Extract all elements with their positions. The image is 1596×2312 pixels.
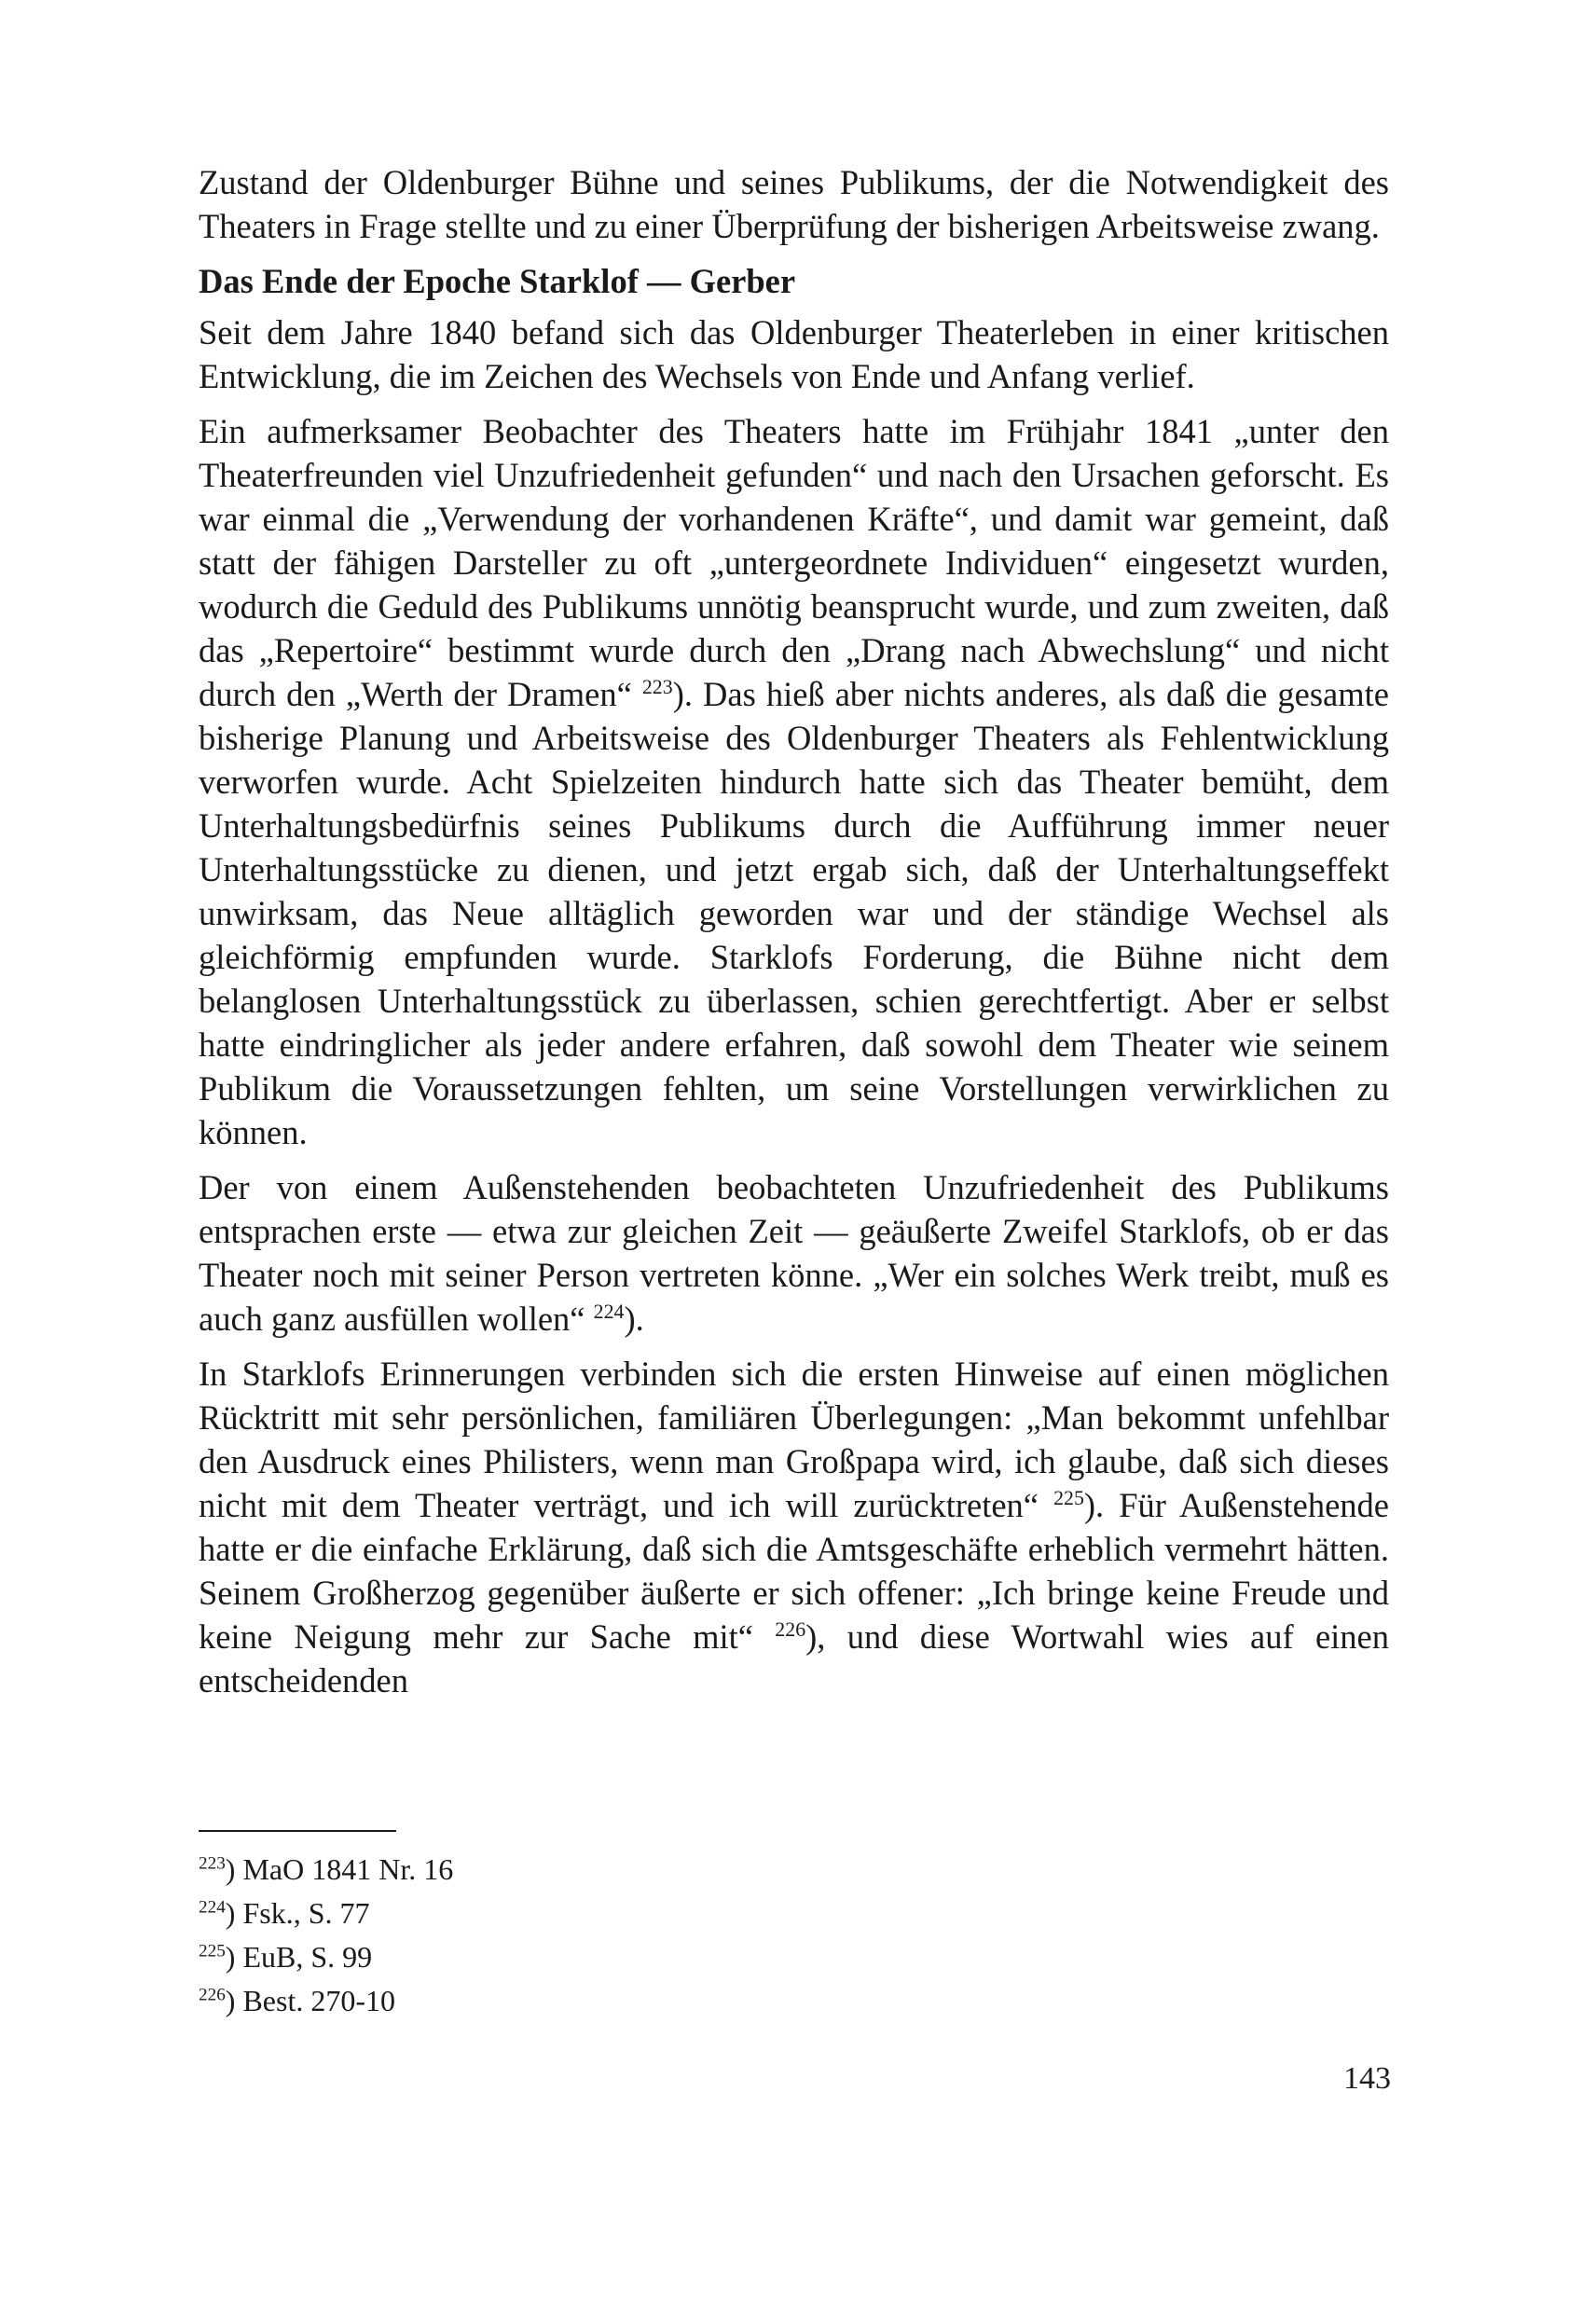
footnote-number: 224 (199, 1897, 226, 1918)
footnote-number: 225 (199, 1941, 226, 1961)
footnote-ref-224[interactable]: 224 (593, 1299, 625, 1323)
paragraph-2 (199, 409, 1389, 1154)
paragraph-4 (199, 1352, 1389, 1702)
paragraph-1: Seit dem Jahre 1840 befand sich das Oldenburger Theaterleben in einer kritischen Entwicklung, die im Zeichen des Wechsels von Ende und Anfang verlief. (199, 313, 1389, 395)
footnote-ref-225[interactable]: 225 (1053, 1485, 1084, 1509)
footnote-ref-226[interactable]: 226 (775, 1617, 806, 1641)
footnote-number: 223 (199, 1853, 226, 1874)
footnote-223 (199, 1848, 1038, 1892)
paragraph-3-text-b: ). (624, 1300, 644, 1338)
footnote-text: ) MaO 1841 Nr. 16 (225, 1852, 454, 1886)
footnote-text: ) Fsk., S. 77 (225, 1896, 370, 1930)
footnotes (199, 1848, 1038, 2023)
footnote-text: ) EuB, S. 99 (225, 1940, 373, 1974)
paragraph-3-text-a: Der von einem Außenstehenden beobachteten Unzufriedenheit des Publikums entsprachen erste — etwa zur gleichen Zeit — geäußerte Zweifel Starklofs, ob er das Theater noch mit seiner Person vertreten könne. „Wer ein solches Werk treibt, muß es auch ganz ausfüllen wollen“ (199, 1168, 1389, 1338)
page-body (199, 160, 1389, 1713)
paragraph-2-text-a: Ein aufmerksamer Beobachter des Theaters hatte im Frühjahr 1841 „unter den Theaterfreunden viel Unzufriedenheit gefunden“ und nach den Ursachen geforscht. Es war einmal die „Verwendung der vorhandenen Kräfte“, und damit war gemeint, daß statt der fähigen Darsteller zu oft „untergeordnete Individuen“ eingesetzt wurden, wodurch die Geduld des Publikums unnötig beansprucht wurde, und zum zweiten, daß das „Repertoire“ bestimmt wurde durch den „Drang nach Abwechslung“ und nicht durch den „Werth der Dramen“ (199, 412, 1389, 713)
paragraph-intro: Zustand der Oldenburger Bühne und seines Publikums, der die Notwendigkeit des Theaters in Frage stellte und zu einer Überprüfung der bisherigen Arbeitsweise zwang. (199, 163, 1389, 245)
footnote-225 (199, 1935, 1038, 1979)
section-heading: Das Ende der Epoche Starklof — Gerber (199, 262, 796, 300)
footnote-224 (199, 1892, 1038, 1935)
paragraph-4-text-b: ). Für Außenstehende hatte er die einfache Erklärung, daß sich die Amtsgeschäfte erheblich vermehrt hätten. Seinem Großherzog gegenüber äußerte er sich offener: „Ich bringe keine Freude und keine Neigung mehr zur Sache mit“ (199, 1486, 1389, 1656)
footnote-text: ) Best. 270-10 (225, 1984, 395, 2017)
footnote-ref-223[interactable]: 223 (641, 674, 673, 698)
footnote-226 (199, 1979, 1038, 2023)
paragraph-3 (199, 1165, 1389, 1341)
footnote-number: 226 (199, 1985, 226, 2005)
paragraph-2-text-b: ). Das hieß aber nichts anderes, als daß die gesamte bisherige Planung und Arbeitsweise des Oldenburger Theaters als Fehlentwicklung verworfen wurde. Acht Spielzeiten hindurch hatte sich das Theater bemüht, dem Unterhaltungsbedürfnis seines Publikums durch die Aufführung immer neuer Unterhaltungsstücke zu dienen, und jetzt ergab sich, daß der Unterhaltungseffekt unwirksam, das Neue alltäglich geworden war und der ständige Wechsel als gleichförmig empfunden wurde. Starklofs Forderung, die Bühne nicht dem belanglosen Unterhaltungsstück zu überlassen, schien gerechtfertigt. Aber er selbst hatte eindringlicher als jeder andere erfahren, daß sowohl dem Theater wie seinem Publikum die Voraussetzungen fehlten, um seine Vorstellungen verwirklichen zu können. (199, 675, 1389, 1151)
paragraph-4-text-c: ), und diese Wortwahl wies auf einen entscheidenden (199, 1617, 1389, 1700)
paragraph-4-text-a: In Starklofs Erinnerungen verbinden sich die ersten Hinweise auf einen möglichen Rücktritt mit sehr persönlichen, familiären Überlegungen: „Man bekommt unfehlbar den Ausdruck eines Philisters, wenn man Großpapa wird, ich glaube, daß sich dieses nicht mit dem Theater verträgt, und ich will zurücktreten“ (199, 1355, 1389, 1524)
footnote-divider (199, 1830, 396, 1832)
page-number: 143 (1343, 2061, 1391, 2096)
